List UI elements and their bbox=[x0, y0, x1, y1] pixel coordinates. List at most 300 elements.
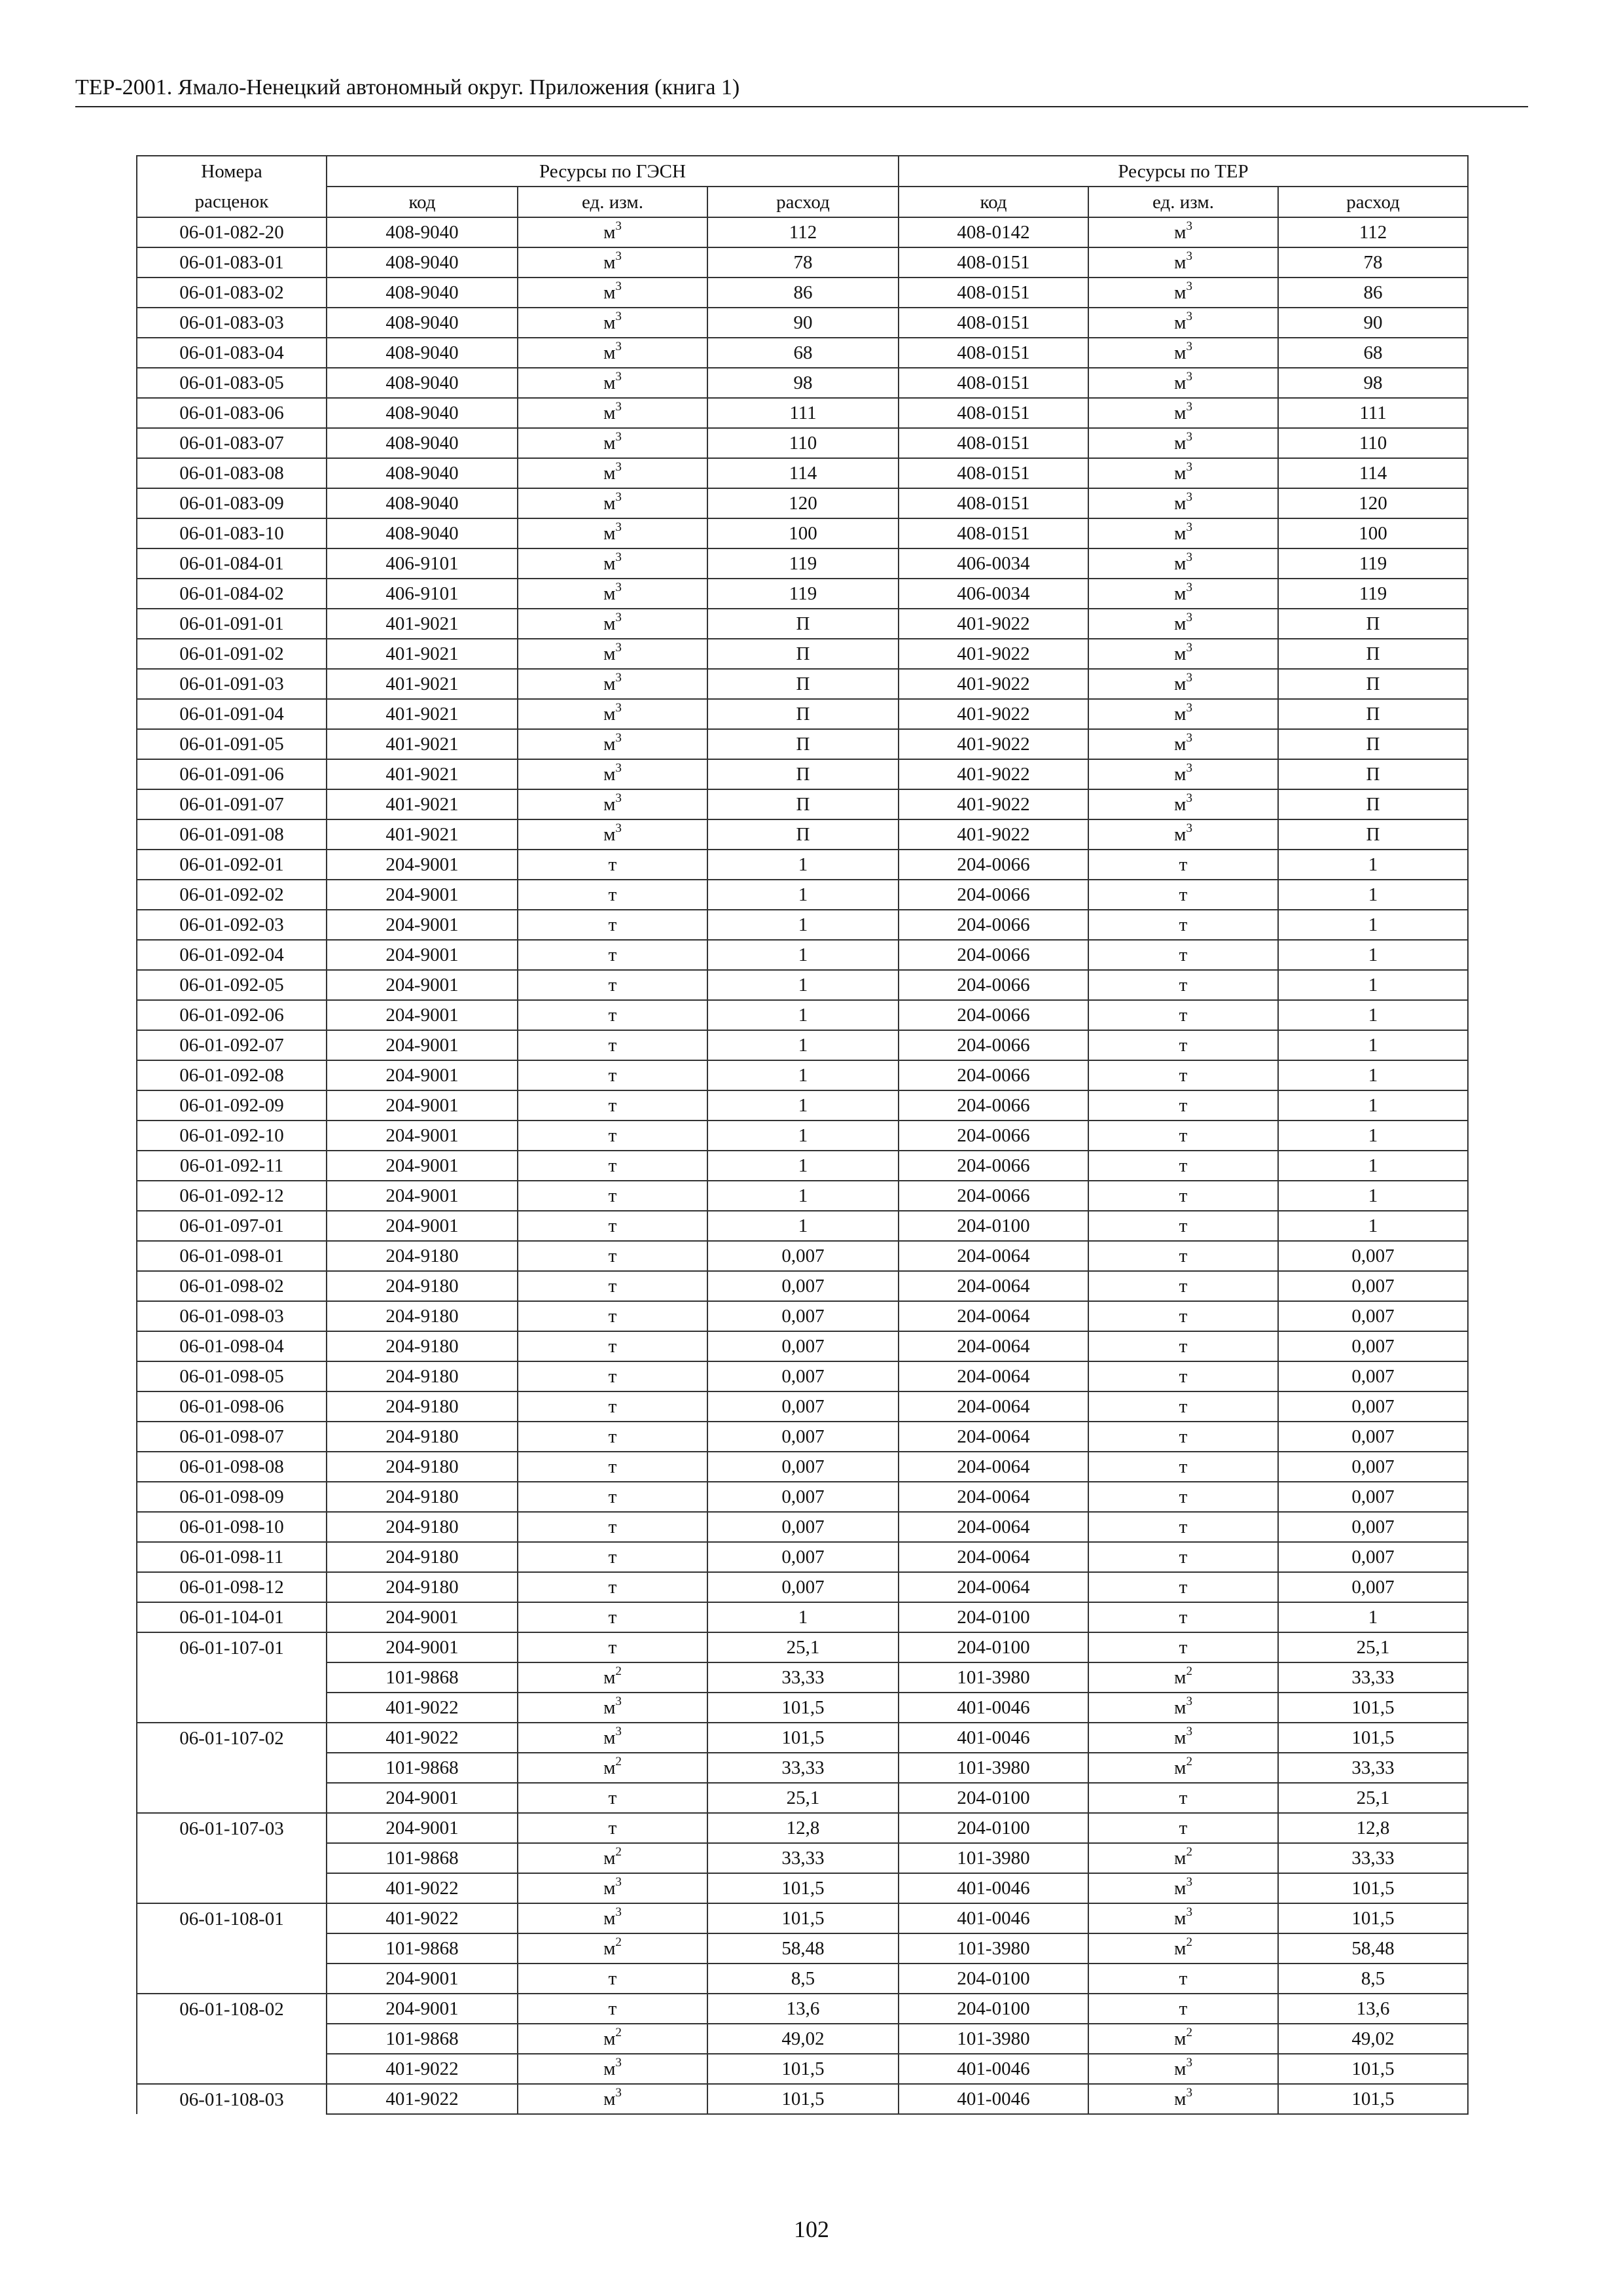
gesn-amount-cell: 0,007 bbox=[707, 1422, 899, 1452]
gesn-code-cell: 204-9180 bbox=[327, 1452, 518, 1482]
gesn-unit-cell: $м^3$ bbox=[518, 609, 707, 639]
ter-amount-cell: 0,007 bbox=[1278, 1361, 1468, 1391]
rate-number-cell: 06-01-098-08 bbox=[137, 1452, 327, 1482]
ter-unit-cell: $м^3$ bbox=[1088, 368, 1278, 398]
ter-amount-cell: 112 bbox=[1278, 217, 1468, 247]
gesn-amount-cell: 1 bbox=[707, 910, 899, 940]
table-row bbox=[137, 1060, 1468, 1090]
gesn-unit-cell: $м^2$ bbox=[518, 1843, 707, 1873]
ter-code-cell: 204-0066 bbox=[899, 1000, 1088, 1030]
ter-unit-cell: т bbox=[1088, 1211, 1278, 1241]
ter-amount-cell: 1 bbox=[1278, 850, 1468, 880]
ter-unit-cell: т bbox=[1088, 1783, 1278, 1813]
gesn-unit-cell: $м^3$ bbox=[518, 548, 707, 579]
gesn-unit-header: ед. изм. bbox=[518, 187, 707, 217]
ter-amount-cell: 100 bbox=[1278, 518, 1468, 548]
table-row bbox=[137, 1211, 1468, 1241]
gesn-code-cell: 101-9868 bbox=[327, 2024, 518, 2054]
ter-amount-cell: 33,33 bbox=[1278, 1843, 1468, 1873]
table-row bbox=[137, 1873, 1468, 1903]
gesn-amount-cell: 1 bbox=[707, 880, 899, 910]
gesn-amount-cell: 101,5 bbox=[707, 1693, 899, 1723]
ter-amount-cell: 78 bbox=[1278, 247, 1468, 278]
ter-code-cell: 204-0100 bbox=[899, 1602, 1088, 1632]
ter-amount-cell: 111 bbox=[1278, 398, 1468, 428]
table-row bbox=[137, 1030, 1468, 1060]
ter-unit-cell: т bbox=[1088, 1090, 1278, 1121]
gesn-amount-header: расход bbox=[707, 187, 899, 217]
gesn-amount-cell: 112 bbox=[707, 217, 899, 247]
gesn-code-cell: 204-9001 bbox=[327, 1211, 518, 1241]
page-header: ТЕР-2001. Ямало-Ненецкий автономный округ. Приложения (книга 1) bbox=[75, 73, 1528, 107]
ter-unit-cell: $м^3$ bbox=[1088, 1723, 1278, 1753]
gesn-code-cell: 204-9001 bbox=[327, 1030, 518, 1060]
gesn-unit-cell: $м^3$ bbox=[518, 819, 707, 850]
table-row bbox=[137, 1994, 1468, 2024]
rate-number-cell: 06-01-092-03 bbox=[137, 910, 327, 940]
gesn-code-cell: 408-9040 bbox=[327, 368, 518, 398]
rate-number-cell: 06-01-091-08 bbox=[137, 819, 327, 850]
gesn-code-cell: 204-9180 bbox=[327, 1422, 518, 1452]
ter-code-cell: 204-0066 bbox=[899, 1181, 1088, 1211]
gesn-amount-cell: 1 bbox=[707, 850, 899, 880]
rate-number-cell: 06-01-098-09 bbox=[137, 1482, 327, 1512]
ter-code-cell: 101-3980 bbox=[899, 1843, 1088, 1873]
ter-code-cell: 204-0100 bbox=[899, 1211, 1088, 1241]
ter-unit-cell: $м^3$ bbox=[1088, 1903, 1278, 1933]
gesn-amount-cell: 86 bbox=[707, 278, 899, 308]
ter-amount-cell: 0,007 bbox=[1278, 1542, 1468, 1572]
ter-code-cell: 204-0066 bbox=[899, 910, 1088, 940]
ter-unit-cell: т bbox=[1088, 1301, 1278, 1331]
rate-number-cell bbox=[137, 2054, 327, 2084]
gesn-unit-cell: $м^2$ bbox=[518, 2024, 707, 2054]
ter-code-cell: 401-9022 bbox=[899, 819, 1088, 850]
gesn-code-cell: 408-9040 bbox=[327, 338, 518, 368]
gesn-amount-cell: 1 bbox=[707, 1060, 899, 1090]
gesn-amount-cell: 90 bbox=[707, 308, 899, 338]
gesn-unit-cell: т bbox=[518, 1331, 707, 1361]
rate-number-cell bbox=[137, 1783, 327, 1813]
gesn-amount-cell: 100 bbox=[707, 518, 899, 548]
table-row bbox=[137, 1422, 1468, 1452]
gesn-amount-cell: 101,5 bbox=[707, 1873, 899, 1903]
gesn-unit-cell: т bbox=[518, 970, 707, 1000]
ter-unit-cell: $м^3$ bbox=[1088, 308, 1278, 338]
ter-code-cell: 204-0100 bbox=[899, 1964, 1088, 1994]
gesn-unit-cell: $м^2$ bbox=[518, 1662, 707, 1693]
gesn-amount-cell: 101,5 bbox=[707, 1903, 899, 1933]
table-row bbox=[137, 1271, 1468, 1301]
gesn-unit-cell: $м^3$ bbox=[518, 2054, 707, 2084]
ter-amount-cell: 101,5 bbox=[1278, 1873, 1468, 1903]
ter-code-cell: 204-0100 bbox=[899, 1783, 1088, 1813]
rate-number-cell: 06-01-092-08 bbox=[137, 1060, 327, 1090]
ter-amount-cell: П bbox=[1278, 759, 1468, 789]
gesn-code-cell: 406-9101 bbox=[327, 579, 518, 609]
rate-number-cell: 06-01-091-07 bbox=[137, 789, 327, 819]
table-row bbox=[137, 1693, 1468, 1723]
gesn-code-cell: 401-9022 bbox=[327, 2054, 518, 2084]
ter-amount-cell: 0,007 bbox=[1278, 1422, 1468, 1452]
ter-amount-cell: 119 bbox=[1278, 579, 1468, 609]
gesn-unit-cell: т bbox=[518, 1000, 707, 1030]
ter-amount-cell: 0,007 bbox=[1278, 1241, 1468, 1271]
ter-unit-cell: т bbox=[1088, 1422, 1278, 1452]
gesn-code-cell: 204-9001 bbox=[327, 1181, 518, 1211]
gesn-code-cell: 101-9868 bbox=[327, 1933, 518, 1964]
ter-unit-cell: $м^3$ bbox=[1088, 639, 1278, 669]
rate-number-cell: 06-01-092-04 bbox=[137, 940, 327, 970]
table-row bbox=[137, 639, 1468, 669]
col-numbers-subtitle: расценок bbox=[137, 187, 327, 217]
ter-unit-cell: т bbox=[1088, 1121, 1278, 1151]
rate-number-cell: 06-01-098-07 bbox=[137, 1422, 327, 1452]
ter-unit-cell: т bbox=[1088, 1602, 1278, 1632]
gesn-unit-cell: $м^3$ bbox=[518, 639, 707, 669]
table-row bbox=[137, 278, 1468, 308]
ter-unit-cell: $м^2$ bbox=[1088, 1662, 1278, 1693]
table-row bbox=[137, 2054, 1468, 2084]
table-row bbox=[137, 217, 1468, 247]
gesn-code-cell: 204-9180 bbox=[327, 1331, 518, 1361]
gesn-unit-cell: $м^3$ bbox=[518, 1903, 707, 1933]
ter-unit-cell: т bbox=[1088, 1000, 1278, 1030]
ter-code-cell: 204-0066 bbox=[899, 1121, 1088, 1151]
ter-unit-cell: $м^2$ bbox=[1088, 1843, 1278, 1873]
rate-number-cell: 06-01-107-01 bbox=[137, 1632, 327, 1662]
rate-number-cell bbox=[137, 1933, 327, 1964]
rate-number-cell: 06-01-092-09 bbox=[137, 1090, 327, 1121]
gesn-code-cell: 401-9022 bbox=[327, 1693, 518, 1723]
gesn-code-cell: 204-9001 bbox=[327, 1783, 518, 1813]
gesn-amount-cell: 33,33 bbox=[707, 1662, 899, 1693]
gesn-code-cell: 204-9180 bbox=[327, 1482, 518, 1512]
rate-number-cell: 06-01-091-05 bbox=[137, 729, 327, 759]
table-row bbox=[137, 1903, 1468, 1933]
gesn-amount-cell: 0,007 bbox=[707, 1452, 899, 1482]
rate-number-cell: 06-01-084-01 bbox=[137, 548, 327, 579]
ter-unit-cell: т bbox=[1088, 1512, 1278, 1542]
gesn-amount-cell: 1 bbox=[707, 1211, 899, 1241]
ter-amount-cell: 1 bbox=[1278, 880, 1468, 910]
ter-amount-cell: 33,33 bbox=[1278, 1753, 1468, 1783]
rate-number-cell: 06-01-098-02 bbox=[137, 1271, 327, 1301]
rate-number-cell: 06-01-098-03 bbox=[137, 1301, 327, 1331]
ter-code-cell: 204-0066 bbox=[899, 1090, 1088, 1121]
ter-amount-cell: 25,1 bbox=[1278, 1783, 1468, 1813]
gesn-unit-cell: $м^3$ bbox=[518, 247, 707, 278]
rate-number-cell: 06-01-092-02 bbox=[137, 880, 327, 910]
gesn-code-cell: 204-9001 bbox=[327, 1964, 518, 1994]
gesn-code-cell: 204-9180 bbox=[327, 1542, 518, 1572]
ter-amount-cell: 1 bbox=[1278, 1602, 1468, 1632]
table-row bbox=[137, 2084, 1468, 2114]
ter-amount-cell: 101,5 bbox=[1278, 2084, 1468, 2114]
ter-code-cell: 408-0151 bbox=[899, 338, 1088, 368]
gesn-unit-cell: т bbox=[518, 1030, 707, 1060]
table-row bbox=[137, 1090, 1468, 1121]
gesn-amount-cell: 0,007 bbox=[707, 1271, 899, 1301]
ter-code-cell: 101-3980 bbox=[899, 2024, 1088, 2054]
ter-unit-cell: $м^3$ bbox=[1088, 428, 1278, 458]
ter-code-cell: 204-0064 bbox=[899, 1271, 1088, 1301]
gesn-unit-cell: $м^2$ bbox=[518, 1753, 707, 1783]
gesn-unit-cell: $м^3$ bbox=[518, 579, 707, 609]
ter-code-cell: 204-0066 bbox=[899, 940, 1088, 970]
ter-amount-cell: 1 bbox=[1278, 940, 1468, 970]
gesn-amount-cell: 58,48 bbox=[707, 1933, 899, 1964]
gesn-amount-cell: 68 bbox=[707, 338, 899, 368]
rate-number-cell: 06-01-092-06 bbox=[137, 1000, 327, 1030]
ter-code-cell: 401-0046 bbox=[899, 1903, 1088, 1933]
gesn-code-cell: 204-9180 bbox=[327, 1391, 518, 1422]
rate-number-cell: 06-01-083-08 bbox=[137, 458, 327, 488]
gesn-unit-cell: т bbox=[518, 1572, 707, 1602]
gesn-amount-cell: 0,007 bbox=[707, 1331, 899, 1361]
gesn-unit-cell: $м^3$ bbox=[518, 759, 707, 789]
gesn-code-cell: 408-9040 bbox=[327, 428, 518, 458]
ter-code-cell: 204-0064 bbox=[899, 1422, 1088, 1452]
gesn-amount-cell: 0,007 bbox=[707, 1572, 899, 1602]
gesn-amount-cell: 0,007 bbox=[707, 1241, 899, 1271]
gesn-amount-cell: 78 bbox=[707, 247, 899, 278]
ter-code-cell: 408-0151 bbox=[899, 308, 1088, 338]
gesn-amount-cell: 0,007 bbox=[707, 1542, 899, 1572]
ter-unit-cell: т bbox=[1088, 1632, 1278, 1662]
ter-code-cell: 401-9022 bbox=[899, 729, 1088, 759]
gesn-code-cell: 401-9021 bbox=[327, 729, 518, 759]
ter-unit-cell: $м^3$ bbox=[1088, 1873, 1278, 1903]
gesn-amount-cell: 8,5 bbox=[707, 1964, 899, 1994]
gesn-unit-cell: т bbox=[518, 1964, 707, 1994]
table-row bbox=[137, 398, 1468, 428]
rate-number-cell: 06-01-104-01 bbox=[137, 1602, 327, 1632]
gesn-code-cell: 408-9040 bbox=[327, 488, 518, 518]
gesn-unit-cell: т bbox=[518, 1452, 707, 1482]
gesn-amount-cell: П bbox=[707, 609, 899, 639]
table-row bbox=[137, 1512, 1468, 1542]
table-row bbox=[137, 1843, 1468, 1873]
gesn-unit-cell: т bbox=[518, 940, 707, 970]
ter-amount-cell: 0,007 bbox=[1278, 1271, 1468, 1301]
table-row bbox=[137, 1632, 1468, 1662]
gesn-code-cell: 204-9001 bbox=[327, 1813, 518, 1843]
ter-code-cell: 204-0064 bbox=[899, 1361, 1088, 1391]
ter-amount-cell: 1 bbox=[1278, 1030, 1468, 1060]
gesn-code-cell: 401-9021 bbox=[327, 669, 518, 699]
gesn-unit-cell: т bbox=[518, 1151, 707, 1181]
ter-code-cell: 401-0046 bbox=[899, 1693, 1088, 1723]
ter-unit-cell: $м^3$ bbox=[1088, 518, 1278, 548]
ter-unit-cell: $м^3$ bbox=[1088, 819, 1278, 850]
ter-code-cell: 204-0066 bbox=[899, 1060, 1088, 1090]
gesn-code-cell: 408-9040 bbox=[327, 247, 518, 278]
ter-code-cell: 406-0034 bbox=[899, 548, 1088, 579]
table-row bbox=[137, 1572, 1468, 1602]
gesn-unit-cell: $м^3$ bbox=[518, 308, 707, 338]
gesn-amount-cell: 110 bbox=[707, 428, 899, 458]
table-row bbox=[137, 1391, 1468, 1422]
gesn-unit-cell: т bbox=[518, 1602, 707, 1632]
ter-unit-cell: $м^3$ bbox=[1088, 759, 1278, 789]
rate-number-cell: 06-01-083-05 bbox=[137, 368, 327, 398]
ter-unit-cell: т bbox=[1088, 1060, 1278, 1090]
ter-unit-cell: т bbox=[1088, 1482, 1278, 1512]
gesn-amount-cell: П bbox=[707, 639, 899, 669]
ter-code-cell: 204-0066 bbox=[899, 1151, 1088, 1181]
ter-code-cell: 401-0046 bbox=[899, 2054, 1088, 2084]
gesn-amount-cell: 12,8 bbox=[707, 1813, 899, 1843]
gesn-amount-cell: 101,5 bbox=[707, 2054, 899, 2084]
ter-unit-cell: $м^3$ bbox=[1088, 2084, 1278, 2114]
rate-number-cell: 06-01-098-04 bbox=[137, 1331, 327, 1361]
gesn-amount-cell: 0,007 bbox=[707, 1512, 899, 1542]
gesn-unit-cell: $м^3$ bbox=[518, 699, 707, 729]
table-row bbox=[137, 1662, 1468, 1693]
ter-unit-cell: т bbox=[1088, 1964, 1278, 1994]
ter-code-cell: 408-0151 bbox=[899, 278, 1088, 308]
table-row bbox=[137, 1783, 1468, 1813]
rate-number-cell: 06-01-092-10 bbox=[137, 1121, 327, 1151]
ter-unit-cell: т bbox=[1088, 1452, 1278, 1482]
ter-code-cell: 204-0100 bbox=[899, 1994, 1088, 2024]
gesn-amount-cell: 25,1 bbox=[707, 1783, 899, 1813]
table-row bbox=[137, 579, 1468, 609]
gesn-code-cell: 408-9040 bbox=[327, 217, 518, 247]
rate-number-cell: 06-01-092-12 bbox=[137, 1181, 327, 1211]
gesn-unit-cell: $м^3$ bbox=[518, 1723, 707, 1753]
gesn-code-cell: 401-9021 bbox=[327, 819, 518, 850]
gesn-unit-cell: $м^3$ bbox=[518, 428, 707, 458]
gesn-amount-cell: 101,5 bbox=[707, 2084, 899, 2114]
gesn-unit-cell: т bbox=[518, 1542, 707, 1572]
ter-code-cell: 101-3980 bbox=[899, 1933, 1088, 1964]
gesn-unit-cell: $м^3$ bbox=[518, 2084, 707, 2114]
table-row bbox=[137, 458, 1468, 488]
gesn-amount-cell: 33,33 bbox=[707, 1843, 899, 1873]
ter-code-cell: 408-0151 bbox=[899, 398, 1088, 428]
ter-amount-cell: 1 bbox=[1278, 1000, 1468, 1030]
ter-code-cell: 401-9022 bbox=[899, 789, 1088, 819]
gesn-code-cell: 204-9180 bbox=[327, 1572, 518, 1602]
gesn-code-cell: 204-9001 bbox=[327, 1090, 518, 1121]
table-row bbox=[137, 880, 1468, 910]
ter-amount-cell: 1 bbox=[1278, 1121, 1468, 1151]
rate-number-cell: 06-01-083-10 bbox=[137, 518, 327, 548]
gesn-amount-cell: 0,007 bbox=[707, 1482, 899, 1512]
gesn-amount-cell: 119 bbox=[707, 579, 899, 609]
gesn-amount-cell: П bbox=[707, 819, 899, 850]
gesn-amount-cell: 98 bbox=[707, 368, 899, 398]
ter-code-cell: 204-0064 bbox=[899, 1391, 1088, 1422]
rate-number-cell: 06-01-091-03 bbox=[137, 669, 327, 699]
table-row bbox=[137, 247, 1468, 278]
gesn-code-cell: 408-9040 bbox=[327, 518, 518, 548]
ter-code-cell: 204-0100 bbox=[899, 1632, 1088, 1662]
ter-code-cell: 401-0046 bbox=[899, 2084, 1088, 2114]
rate-number-cell: 06-01-092-05 bbox=[137, 970, 327, 1000]
ter-code-cell: 204-0064 bbox=[899, 1482, 1088, 1512]
ter-amount-cell: 1 bbox=[1278, 1060, 1468, 1090]
gesn-unit-cell: $м^3$ bbox=[518, 458, 707, 488]
rate-number-cell bbox=[137, 1873, 327, 1903]
table-row bbox=[137, 729, 1468, 759]
gesn-code-cell: 204-9001 bbox=[327, 910, 518, 940]
ter-amount-cell: 86 bbox=[1278, 278, 1468, 308]
gesn-code-cell: 408-9040 bbox=[327, 398, 518, 428]
gesn-amount-cell: 13,6 bbox=[707, 1994, 899, 2024]
ter-unit-cell: $м^3$ bbox=[1088, 338, 1278, 368]
ter-code-cell: 408-0151 bbox=[899, 428, 1088, 458]
rate-number-cell bbox=[137, 1964, 327, 1994]
page-number: 102 bbox=[794, 2216, 829, 2242]
table-row bbox=[137, 368, 1468, 398]
table-row bbox=[137, 609, 1468, 639]
ter-unit-cell: т bbox=[1088, 970, 1278, 1000]
ter-unit-cell: $м^3$ bbox=[1088, 247, 1278, 278]
ter-unit-cell: т bbox=[1088, 1181, 1278, 1211]
rate-number-cell: 06-01-108-03 bbox=[137, 2084, 327, 2114]
gesn-code-cell: 204-9001 bbox=[327, 1994, 518, 2024]
table-row bbox=[137, 428, 1468, 458]
ter-amount-cell: 120 bbox=[1278, 488, 1468, 518]
gesn-unit-cell: т bbox=[518, 1361, 707, 1391]
ter-amount-header: расход bbox=[1278, 187, 1468, 217]
header-row-2 bbox=[137, 187, 1468, 217]
gesn-code-cell: 204-9180 bbox=[327, 1271, 518, 1301]
ter-amount-cell: 0,007 bbox=[1278, 1391, 1468, 1422]
ter-amount-cell: 119 bbox=[1278, 548, 1468, 579]
group-ter-header: Ресурсы по ТЕР bbox=[899, 156, 1468, 187]
rate-number-cell: 06-01-098-12 bbox=[137, 1572, 327, 1602]
ter-amount-cell: 101,5 bbox=[1278, 1693, 1468, 1723]
rate-number-cell: 06-01-092-01 bbox=[137, 850, 327, 880]
ter-amount-cell: 49,02 bbox=[1278, 2024, 1468, 2054]
table-row bbox=[137, 308, 1468, 338]
gesn-code-cell: 401-9022 bbox=[327, 1723, 518, 1753]
ter-unit-cell: $м^3$ bbox=[1088, 669, 1278, 699]
gesn-code-cell: 101-9868 bbox=[327, 1662, 518, 1693]
ter-unit-header: ед. изм. bbox=[1088, 187, 1278, 217]
gesn-amount-cell: П bbox=[707, 669, 899, 699]
ter-code-cell: 401-9022 bbox=[899, 639, 1088, 669]
gesn-code-cell: 401-9021 bbox=[327, 639, 518, 669]
gesn-unit-cell: $м^3$ bbox=[518, 217, 707, 247]
gesn-amount-cell: 1 bbox=[707, 1151, 899, 1181]
gesn-amount-cell: 1 bbox=[707, 1602, 899, 1632]
table-row bbox=[137, 1482, 1468, 1512]
ter-code-cell: 101-3980 bbox=[899, 1662, 1088, 1693]
table-body bbox=[137, 217, 1468, 2114]
table-row bbox=[137, 699, 1468, 729]
ter-code-cell: 408-0151 bbox=[899, 518, 1088, 548]
ter-unit-cell: т bbox=[1088, 1542, 1278, 1572]
gesn-unit-cell: $м^3$ bbox=[518, 368, 707, 398]
gesn-code-cell: 204-9001 bbox=[327, 1632, 518, 1662]
gesn-code-cell: 204-9180 bbox=[327, 1361, 518, 1391]
gesn-code-cell: 204-9001 bbox=[327, 1602, 518, 1632]
rate-number-cell: 06-01-091-06 bbox=[137, 759, 327, 789]
ter-code-cell: 204-0064 bbox=[899, 1572, 1088, 1602]
table-row bbox=[137, 789, 1468, 819]
rate-number-cell: 06-01-083-02 bbox=[137, 278, 327, 308]
ter-amount-cell: 12,8 bbox=[1278, 1813, 1468, 1843]
ter-amount-cell: П bbox=[1278, 699, 1468, 729]
table-row bbox=[137, 1331, 1468, 1361]
gesn-amount-cell: 1 bbox=[707, 1030, 899, 1060]
table-row bbox=[137, 1602, 1468, 1632]
